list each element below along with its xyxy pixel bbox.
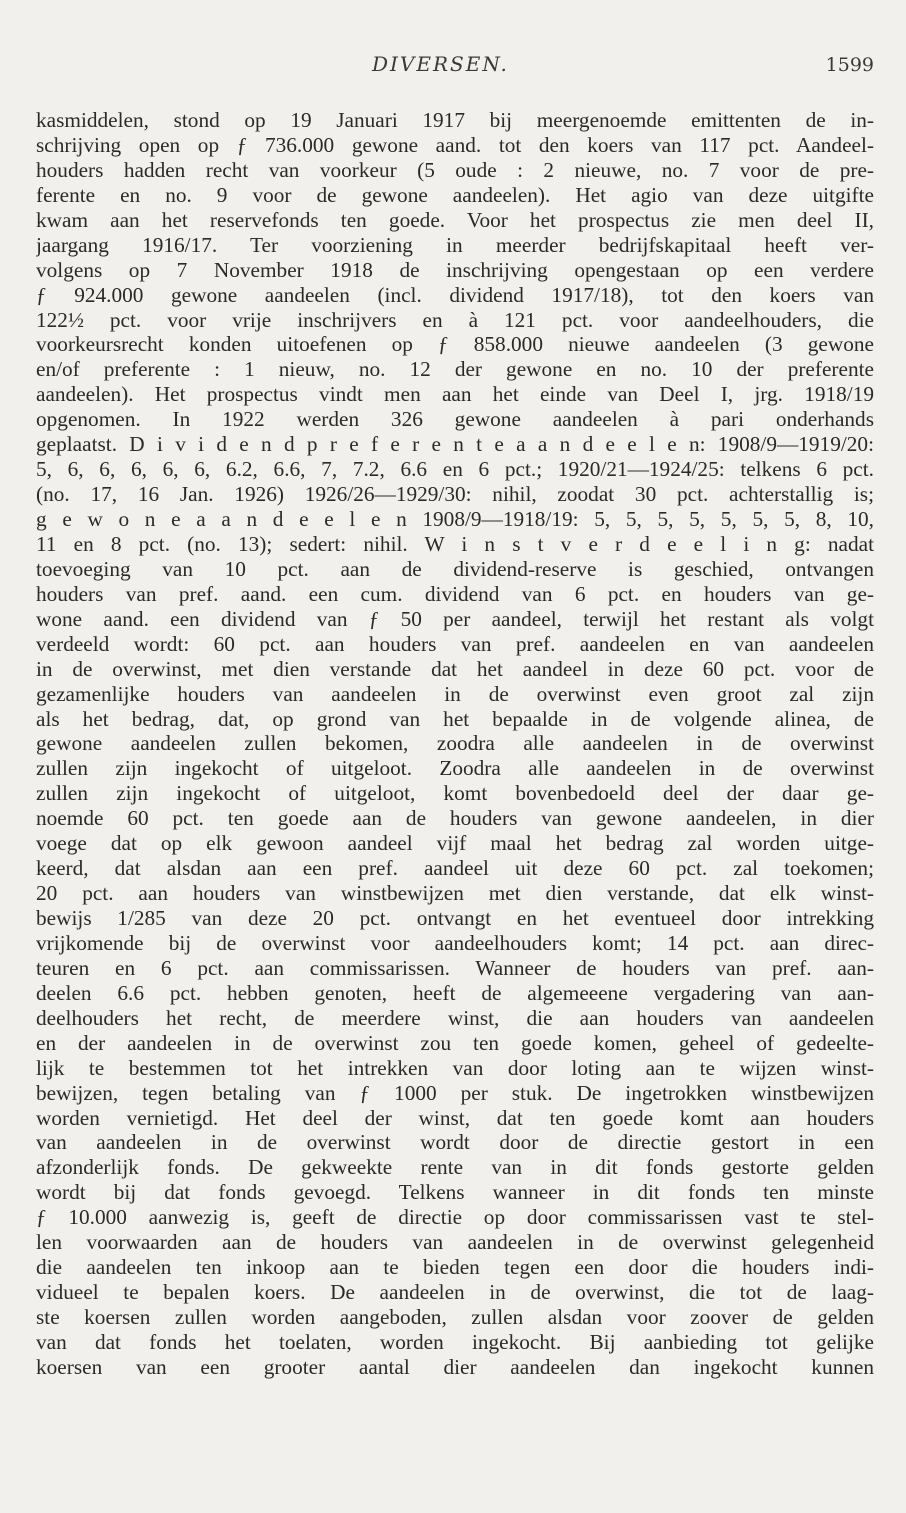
text-line: voorkeursrecht konden uitoefenen op ƒ 858.000 nieuwe aandeelen (3 gewone xyxy=(36,332,874,357)
text-line: opgenomen. In 1922 werden 326 gewone aandeelen à pari onderhands xyxy=(36,407,874,432)
text-line: van aandeelen in de overwinst wordt door de directie gestort in een xyxy=(36,1130,874,1155)
text-line: schrijving open op ƒ 736.000 gewone aand. tot den koers van 117 pct. Aandeel- xyxy=(36,132,874,157)
text-line: len voorwaarden aan de houders van aandeelen in de overwinst gelegenheid xyxy=(36,1230,874,1255)
text-line: gewone aandeelen zullen bekomen, zoodra alle aandeelen in de overwinst xyxy=(36,731,874,756)
text-line: (no. 17, 16 Jan. 1926) 1926/26—1929/30: nihil, zoodat 30 pct. achterstallig is; xyxy=(36,482,874,507)
text-line: houders van pref. aand. een cum. dividend van 6 pct. en houders van ge- xyxy=(36,581,874,606)
text-line: vidueel te bepalen koers. De aandeelen in de overwinst, die tot de laag- xyxy=(36,1280,874,1305)
body-paragraph xyxy=(36,108,874,1380)
text-line: in de overwinst, met dien verstande dat het aandeel in deze 60 pct. voor de xyxy=(36,656,874,681)
text-line: voege dat op elk gewoon aandeel vijf maal het bedrag zal worden uitge- xyxy=(36,831,874,856)
text-line: noemde 60 pct. ten goede aan de houders van gewone aandeelen, in dier xyxy=(36,806,874,831)
text-line: 20 pct. aan houders van winstbewijzen met dien verstande, dat elk winst- xyxy=(36,881,874,906)
text-line: houders hadden recht van voorkeur (5 oude : 2 nieuwe, no. 7 voor de pre- xyxy=(36,157,874,182)
text-line: teuren en 6 pct. aan commissarissen. Wanneer de houders van pref. aan- xyxy=(36,955,874,980)
text-line: worden vernietigd. Het deel der winst, dat ten goede komt aan houders xyxy=(36,1105,874,1130)
text-line: koersen van een grooter aantal dier aandeelen dan ingekocht kunnen xyxy=(36,1354,874,1379)
text-line: ste koersen zullen worden aangeboden, zullen alsdan voor zoover de gelden xyxy=(36,1305,874,1329)
text-line: wone aand. een dividend van ƒ 50 per aandeel, terwijl het restant als volgt xyxy=(36,606,874,631)
text-line: als het bedrag, dat, op grond van het bepaalde in de volgende alinea, de xyxy=(36,706,874,731)
text-line: deelen 6.6 pct. hebben genoten, heeft de algemeeene vergadering van aan- xyxy=(36,980,874,1005)
text-line: vrijkomende bij de overwinst voor aandeelhouders komt; 14 pct. aan direc- xyxy=(36,930,874,955)
text-line: jaargang 1916/17. Ter voorziening in meerder bedrijfskapitaal heeft ver- xyxy=(36,232,874,257)
text-line: gezamenlijke houders van aandeelen in de overwinst even groot zal zijn xyxy=(36,681,874,706)
text-line: kasmiddelen, stond op 19 Januari 1917 bij meergenoemde emittenten de in- xyxy=(36,108,874,132)
text-line: 5, 6, 6, 6, 6, 6, 6.2, 6.6, 7, 7.2, 6.6 en 6 pct.; 1920/21—1924/25: telkens 6 pct. xyxy=(36,457,874,482)
text-line: ƒ 924.000 gewone aandeelen (incl. dividend 1917/18), tot den koers van xyxy=(36,282,874,307)
text-line: lijk te bestemmen tot het intrekken van door loting aan te wijzen winst- xyxy=(36,1055,874,1080)
text-line: zullen zijn ingekocht of uitgeloot, komt bovenbedoeld deel der daar ge- xyxy=(36,781,874,806)
text-line: van dat fonds het toelaten, worden ingekocht. Bij aanbieding tot gelijke xyxy=(36,1329,874,1354)
text-line: g e w o n e a a n d e e l e n 1908/9—1918/19: 5, 5, 5, 5, 5, 5, 5, 8, 10, xyxy=(36,507,874,531)
running-header xyxy=(0,52,906,82)
text-line: aandeelen). Het prospectus vindt men aan het einde van Deel I, jrg. 1918/19 xyxy=(36,382,874,407)
text-line: verdeeld wordt: 60 pct. aan houders van pref. aandeelen en van aandeelen xyxy=(36,631,874,656)
text-line: deelhouders het recht, de meerdere winst, die aan houders van aandeelen xyxy=(36,1005,874,1030)
page-number: 1599 xyxy=(825,54,874,76)
text-line: afzonderlijk fonds. De gekweekte rente van in dit fonds gestorte gelden xyxy=(36,1155,874,1180)
text-line: keerd, dat alsdan aan een pref. aandeel uit deze 60 pct. zal toekomen; xyxy=(36,856,874,881)
text-line: bewijs 1/285 van deze 20 pct. ontvangt en het eventueel door intrekking xyxy=(36,906,874,930)
text-line: bewijzen, tegen betaling van ƒ 1000 per stuk. De ingetrokken winstbewijzen xyxy=(36,1080,874,1105)
text-line: volgens op 7 November 1918 de inschrijving opengestaan op een verdere xyxy=(36,257,874,282)
text-line: kwam aan het reservefonds ten goede. Voor het prospectus zie men deel II, xyxy=(36,207,874,232)
text-line: die aandeelen ten inkoop aan te bieden tegen een door die houders indi- xyxy=(36,1255,874,1280)
text-line: ƒ 10.000 aanwezig is, geeft de directie op door commissarissen vast te stel- xyxy=(36,1205,874,1230)
text-line: en/of preferente : 1 nieuw, no. 12 der gewone en no. 10 der preferente xyxy=(36,357,874,382)
text-line: wordt bij dat fonds gevoegd. Telkens wanneer in dit fonds ten minste xyxy=(36,1180,874,1205)
text-line: en der aandeelen in de overwinst zou ten goede komen, geheel of gedeelte- xyxy=(36,1030,874,1055)
text-line: 11 en 8 pct. (no. 13); sedert: nihil. W i n s t v e r d e e l i n g: nadat xyxy=(36,531,874,556)
text-line: geplaatst. D i v i d e n d p r e f e r e n t e a a n d e e l e n: 1908/9—1919/20: xyxy=(36,432,874,457)
running-title: DIVERSEN. xyxy=(372,52,509,76)
text-line: zullen zijn ingekocht of uitgeloot. Zoodra alle aandeelen in de overwinst xyxy=(36,756,874,781)
text-line: toevoeging van 10 pct. aan de dividend-reserve is geschied, ontvangen xyxy=(36,556,874,581)
text-line: 122½ pct. voor vrije inschrijvers en à 121 pct. voor aandeelhouders, die xyxy=(36,307,874,332)
text-line: ferente en no. 9 voor de gewone aandeelen). Het agio van deze uitgifte xyxy=(36,182,874,207)
